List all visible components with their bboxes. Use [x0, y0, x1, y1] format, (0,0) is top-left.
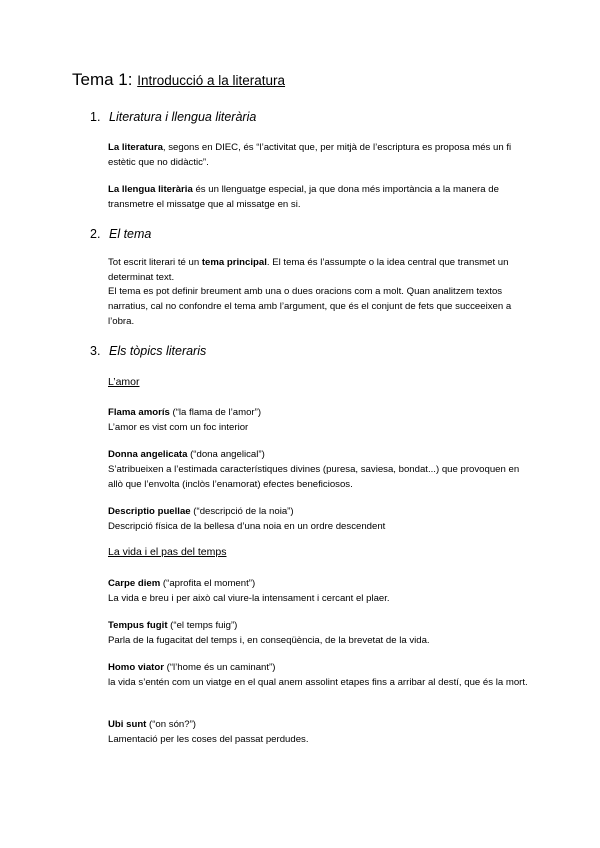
- topic-term: Flama amorís: [108, 407, 170, 418]
- text-fragment: . El tema és l’assumpte o la idea central que transmet un determinat text.: [108, 257, 509, 283]
- section-number: 3.: [90, 344, 101, 358]
- topic-item: [108, 447, 528, 492]
- section-number: 1.: [90, 110, 101, 124]
- section-title: Literatura i llengua literària: [109, 110, 257, 124]
- topic-description: la vida s’entén com un viatge en el qual anem assolint etapes fins a arribar al destí, que és la mort.: [108, 677, 528, 688]
- text-fragment: Tot escrit literari té un: [108, 257, 202, 268]
- document-title: [72, 70, 285, 90]
- topic-description: Lamentació per les coses del passat perdudes.: [108, 734, 309, 745]
- topic-gloss: (“dona angelical”): [187, 449, 265, 460]
- definition-literatura: , segons en DIEC, és “l’activitat que, per mitjà de l’escriptura es proposa més un fi estètic que no didàctic”.: [108, 142, 512, 168]
- term-literatura: La literatura: [108, 142, 163, 153]
- paragraph-literatura: [108, 140, 528, 170]
- topic-gloss: (“on són?”): [146, 719, 196, 730]
- subheading-amor: L’amor: [108, 376, 140, 388]
- topic-item: [108, 504, 528, 534]
- section-heading-2: [90, 227, 151, 241]
- title-main: Tema 1:: [72, 70, 133, 89]
- topic-item: [108, 618, 528, 648]
- topic-gloss: (“aprofita el moment”): [160, 578, 256, 589]
- paragraph-llengua-literaria: [108, 182, 528, 212]
- topic-item: [108, 717, 528, 747]
- topic-term: Carpe diem: [108, 578, 161, 589]
- topic-description: La vida e breu i per això cal viure-la intensament i cercant el plaer.: [108, 593, 390, 604]
- title-subtitle: Introducció a la literatura: [137, 73, 286, 88]
- paragraph-tema-2: El tema es pot definir breument amb una o dues oracions com a molt. Quan analitzem textos narratius, cal no confondre el tema amb l’argument, que és el conjunt de fets que succeeixen a l’obra.: [108, 286, 512, 327]
- topic-description: S’atribueixen a l’estimada característiques divines (puresa, saviesa, bondat...) que provoquen en allò que l’envolta (inclòs l’enamorat) efectes beneficiosos.: [108, 464, 520, 490]
- topic-gloss: (“el temps fuig”): [167, 620, 238, 631]
- term-tema-principal: tema principal: [201, 257, 267, 268]
- subheading-vida-temps: La vida i el pas del temps: [108, 546, 227, 558]
- topic-term: Donna angelicata: [108, 449, 188, 460]
- topic-term: Homo viator: [108, 662, 164, 673]
- topic-gloss: (“l’home és un caminant”): [163, 662, 276, 673]
- section-title: Els tòpics literaris: [109, 344, 207, 358]
- topic-term: Descriptio puellae: [108, 506, 191, 517]
- topic-item: [108, 576, 528, 606]
- section-heading-3: [90, 344, 206, 358]
- topic-description: Descripció física de la bellesa d’una noia en un ordre descendent: [108, 521, 386, 532]
- section-title: El tema: [109, 227, 152, 241]
- section-heading-1: [90, 110, 256, 124]
- topic-term: Ubi sunt: [108, 719, 147, 730]
- topic-gloss: (“la flama de l’amor”): [169, 407, 262, 418]
- topic-gloss: (“descripció de la noia”): [190, 506, 294, 517]
- term-llengua-literaria: La llengua literària: [108, 184, 193, 195]
- topic-item: [108, 405, 528, 435]
- section-number: 2.: [90, 227, 101, 241]
- topic-description: L’amor es vist com un foc interior: [108, 422, 249, 433]
- topic-term: Tempus fugit: [108, 620, 168, 631]
- topic-description: Parla de la fugacitat del temps i, en conseqüència, de la brevetat de la vida.: [108, 635, 430, 646]
- definition-llengua-literaria: és un llenguatge especial, ja que dona més importància a la manera de transmetre el missatge que al missatge en si.: [108, 184, 499, 210]
- topic-item: [108, 660, 528, 690]
- paragraph-tema-1: [108, 255, 528, 285]
